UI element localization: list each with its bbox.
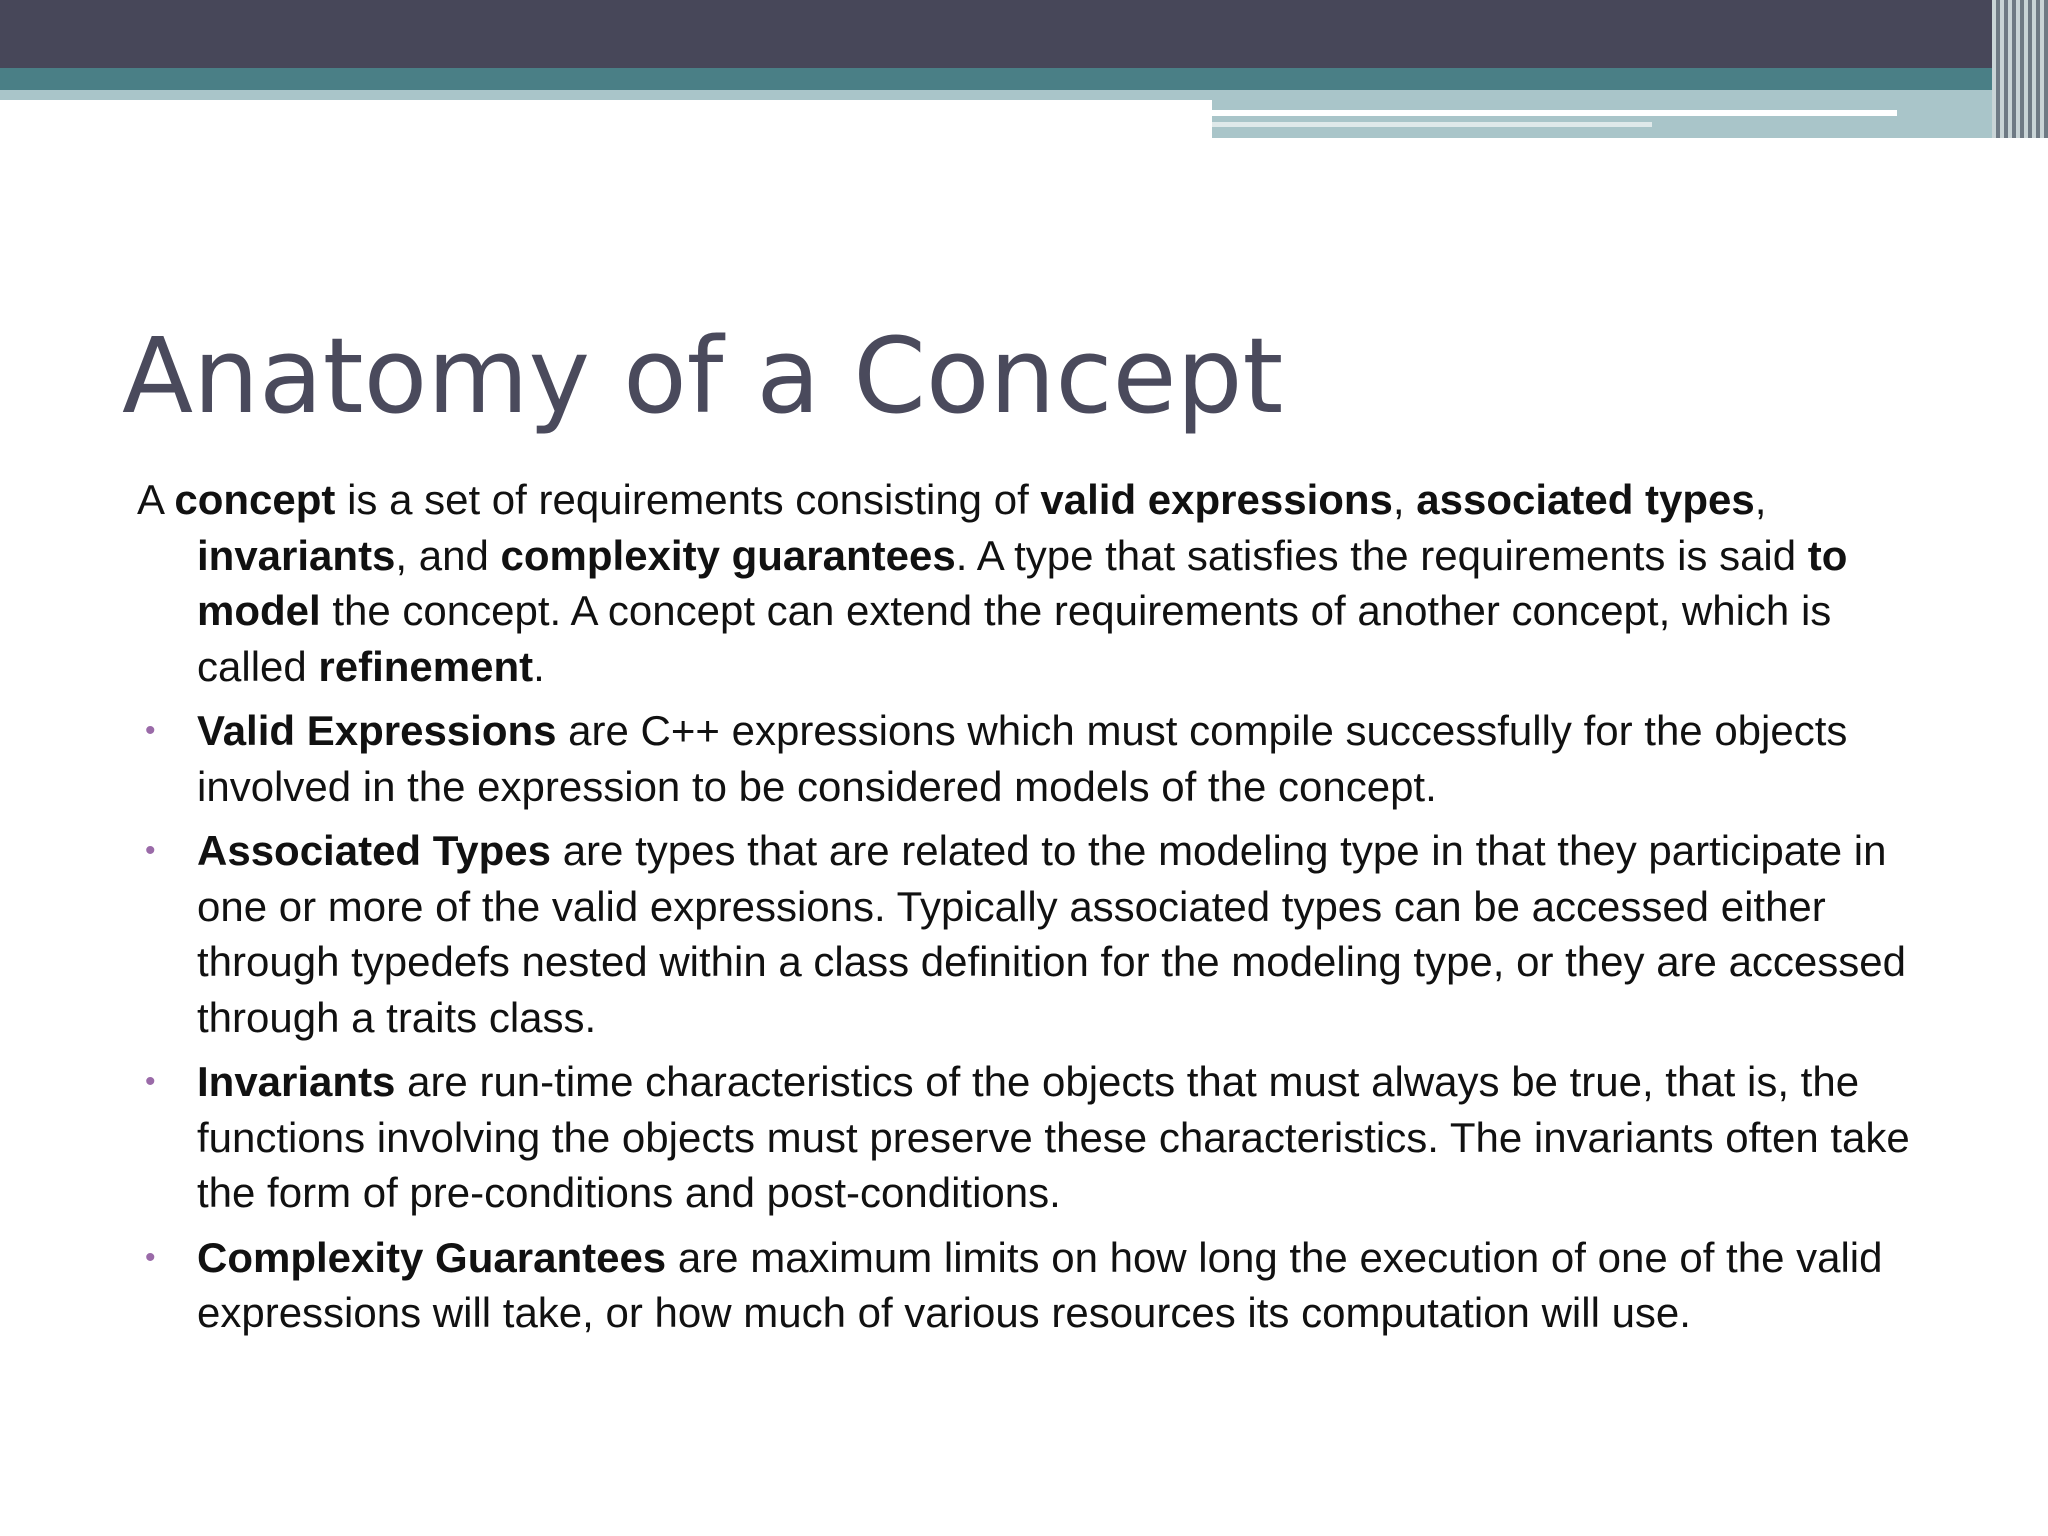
intro-text: the concept. A concept can extend the requirements of another concept, which is called	[197, 587, 1832, 690]
bullet-term: Associated Types	[197, 827, 552, 874]
bullet-list	[137, 703, 1927, 1341]
bullet-item-associated-types	[137, 823, 1927, 1045]
intro-term-complexity-guarantees: complexity guarantees	[500, 531, 956, 579]
bullet-dot-icon: •	[145, 714, 156, 747]
intro-text: ,	[1754, 476, 1767, 523]
header-stripe	[1212, 110, 1897, 116]
intro-text: , and	[395, 531, 501, 579]
intro-term-refinement: refinement	[318, 642, 534, 690]
bullet-dot-icon: •	[145, 1065, 156, 1098]
bullet-term: Complexity Guarantees	[197, 1233, 667, 1281]
intro-text: is a set of requirements consisting of	[335, 476, 1041, 523]
slide-title: Anatomy of a Concept	[122, 315, 1284, 437]
header-edge-stripes	[1992, 0, 2048, 138]
header-accent-band	[0, 68, 2048, 90]
bullet-item-valid-expressions	[137, 703, 1927, 814]
bullet-text: are C++ expressions which must compile successfully for the objects involved in the expression to be considered models of the concept.	[197, 707, 1848, 810]
intro-term-invariants: invariants	[197, 531, 396, 579]
intro-text: . A type that satisfies the requirements is said	[955, 531, 1808, 579]
intro-term-to-model: to model	[197, 531, 1848, 634]
intro-text: ,	[1392, 476, 1417, 523]
intro-text: A	[137, 476, 175, 523]
bullet-term: Valid Expressions	[197, 707, 557, 754]
slide-body	[137, 472, 1927, 1350]
bullet-dot-icon: •	[145, 1240, 156, 1274]
bullet-text: are types that are related to the modeling type in that they participate in one or more of the valid expressions. Typically associated types can be accessed either through typedefs nested within a class definition for the modeling type, or they are accessed through a traits class.	[197, 827, 1906, 1041]
intro-term-valid-expressions: valid expressions	[1040, 476, 1393, 523]
bullet-text: are maximum limits on how long the execution of one of the valid expressions will take, or how much of various resources its computation will use.	[197, 1233, 1883, 1336]
bullet-dot-icon: •	[145, 834, 156, 867]
bullet-item-invariants	[137, 1054, 1927, 1221]
bullet-item-complexity-guarantees	[137, 1230, 1927, 1341]
intro-term-associated-types: associated types	[1416, 476, 1755, 523]
intro-paragraph	[137, 472, 1927, 694]
header-band	[0, 0, 2048, 68]
header-stripe-secondary	[1212, 122, 1652, 127]
bullet-term: Invariants	[197, 1058, 396, 1105]
intro-term-concept: concept	[174, 476, 336, 523]
header-light-band-left	[0, 90, 1212, 100]
intro-text: .	[533, 642, 545, 690]
bullet-text: are run-time characteristics of the objects that must always be true, that is, the functions involving the objects must preserve these characteristics. The invariants often take the form of pre-conditions and post-conditions.	[197, 1058, 1910, 1216]
